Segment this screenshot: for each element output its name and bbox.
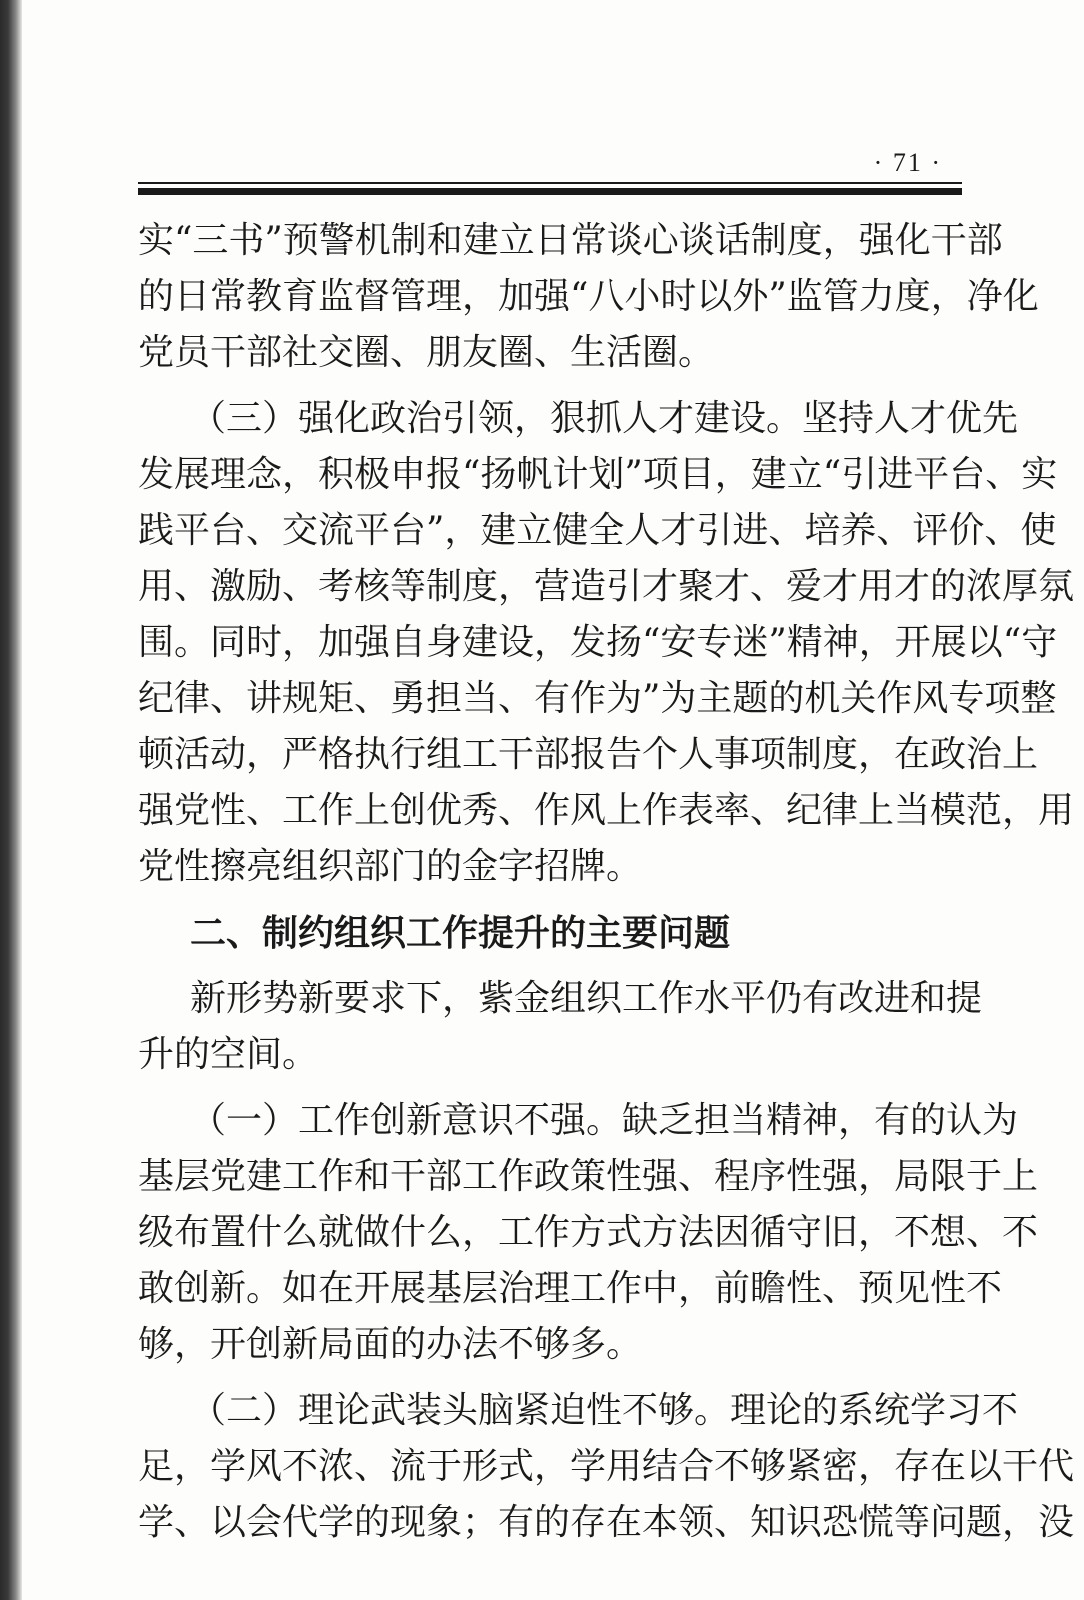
text-line: 足，学风不浓、流于形式，学用结合不够紧密，存在以干代 (138, 1446, 1075, 1487)
text-line: （一）工作创新意识不强。缺乏担当精神，有的认为 (190, 1100, 1019, 1141)
text-line: 敢创新。如在开展基层治理工作中，前瞻性、预见性不 (138, 1268, 1003, 1309)
text-line: （二）理论武装头脑紧迫性不够。理论的系统学习不 (190, 1390, 1019, 1431)
text-line: 新形势新要求下，紫金组织工作水平仍有改进和提 (190, 978, 983, 1019)
text-line: 纪律、讲规矩、勇担当、有作为”为主题的机关作风专项整 (138, 678, 1057, 719)
text-line: 够，开创新局面的办法不够多。 (138, 1324, 643, 1365)
text-line: 发展理念，积极申报“扬帆计划”项目，建立“引进平台、实 (138, 454, 1058, 495)
section-heading: 二、制约组织工作提升的主要问题 (190, 912, 731, 954)
text-line: 学、以会代学的现象；有的存在本领、知识恐慌等问题，没 (138, 1502, 1075, 1543)
text-line: 实“三书”预警机制和建立日常谈心谈话制度，强化干部 (138, 220, 1003, 261)
text-line: 围。同时，加强自身建设，发扬“安专迷”精神，开展以“守 (138, 622, 1058, 663)
text-line: 践平台、交流平台”，建立健全人才引进、培养、评价、使 (138, 510, 1057, 551)
text-line: 基层党建工作和干部工作政策性强、程序性强，局限于上 (138, 1156, 1039, 1197)
page-binding-edge (0, 0, 22, 1600)
text-line: 级布置什么就做什么，工作方式方法因循守旧，不想、不 (138, 1212, 1039, 1253)
text-line: 党员干部社交圈、朋友圈、生活圈。 (138, 332, 715, 373)
header-rule-thick (138, 188, 962, 195)
text-line: 党性擦亮组织部门的金字招牌。 (138, 846, 643, 887)
text-line: 用、激励、考核等制度，营造引才聚才、爱才用才的浓厚氛 (138, 566, 1075, 607)
text-line: 顿活动，严格执行组工干部报告个人事项制度，在政治上 (138, 734, 1039, 775)
header-rule-thin (138, 182, 962, 184)
body-text (138, 213, 1075, 1551)
text-line: 的日常教育监督管理，加强“八小时以外”监管力度，净化 (138, 276, 1039, 317)
text-line: 强党性、工作上创优秀、作风上作表率、纪律上当模范，用 (138, 790, 1075, 831)
text-line: 升的空间。 (138, 1034, 319, 1075)
text-line: （三）强化政治引领，狠抓人才建设。坚持人才优先 (190, 398, 1019, 439)
page-number: · 71 · (873, 148, 942, 177)
page-header (138, 148, 962, 198)
